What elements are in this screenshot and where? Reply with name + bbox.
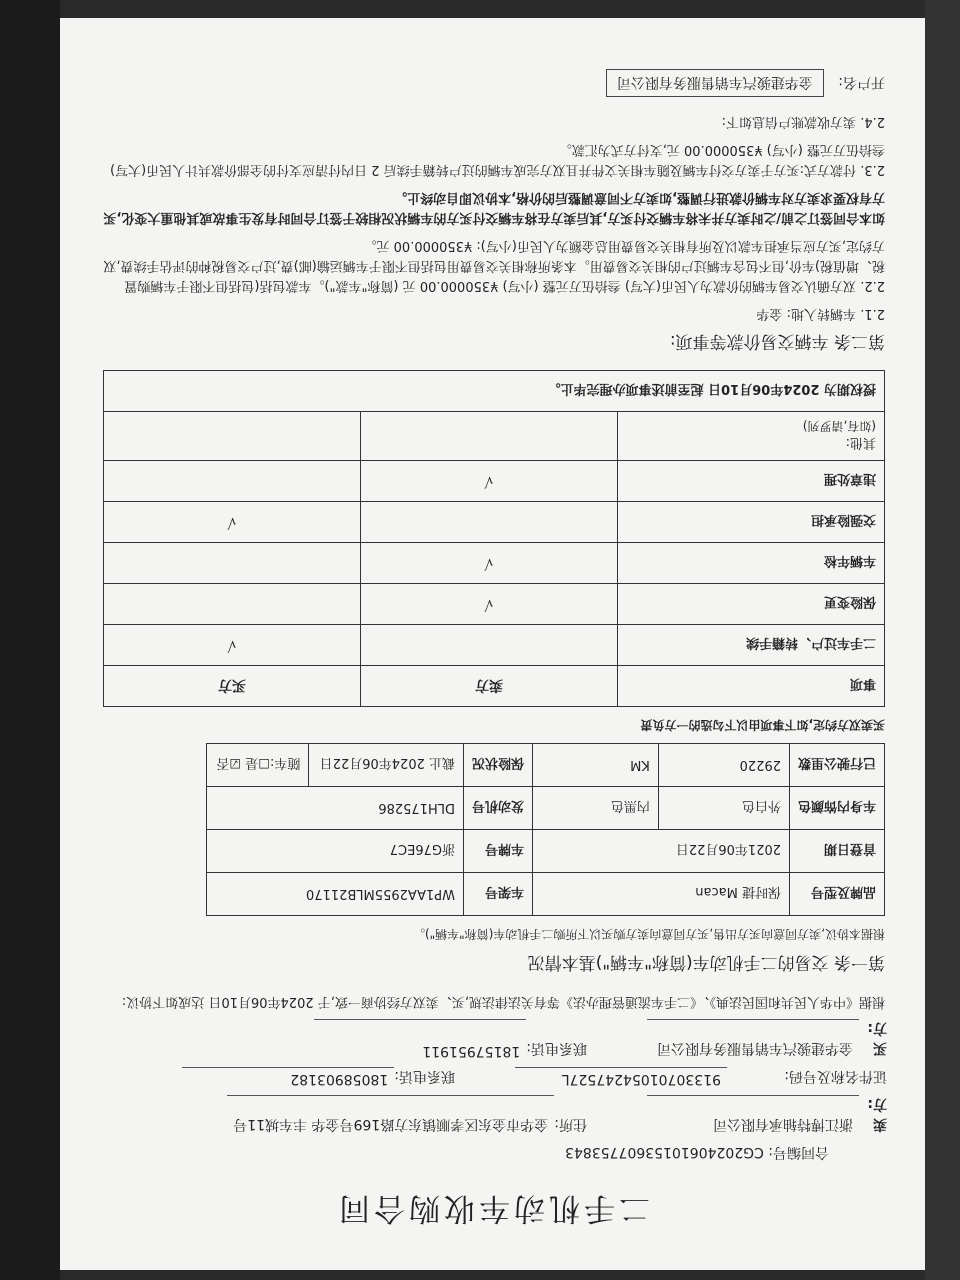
insurance-follow: 随车:☐是 ☑否 (206, 744, 308, 787)
account-name-row (60, 69, 885, 97)
buyer-addr: 金华市金东区孝顺镇东方路169号金华 丰车城11号 (227, 1095, 554, 1135)
buyer-cert-label: 证件名称及号码: (784, 1068, 887, 1084)
insurance-label: 保险状况 (463, 744, 532, 787)
section-1-title: 第一条 交易的二手机动车(简称"车辆")基本情况 (527, 952, 885, 972)
color-ext: 外白色 (658, 787, 789, 830)
clause-2-3: 2.3. 付款方式:买方于卖方交付车辆及随车相关文件并且双方完成车辆的过户转籍手续后 2 日内付清应支付的全部价款共计人民币(大写) 叁拾伍万元整 (小写) ¥350000.00 元,支付方式为汇款。 (110, 142, 885, 177)
resp-buyer-check: √ (104, 502, 361, 543)
seller-row (60, 1019, 887, 1059)
mileage-value: 29220 (658, 744, 789, 787)
resp-item: 二手车过户、转籍手续 (618, 625, 885, 666)
buyer-addr-label: 住所: (554, 1116, 587, 1132)
buyer-name: 浙江博特轴承有限公司 (647, 1095, 859, 1135)
account-name-label: 开户名: (838, 74, 885, 90)
resp-buyer-check (104, 412, 361, 461)
authorization-period: 授权期为 2024年06月10日 起至前述事项办理完毕止。 (104, 371, 885, 412)
plate-label: 车牌号 (463, 830, 532, 873)
clause-2-4: 2.4. 卖方收款账户信息如下: (721, 114, 885, 129)
buyer-phone-label: 联系电话: (394, 1068, 455, 1084)
buyer-phone: 18058903182 (182, 1067, 394, 1087)
seller-label: 买方: (867, 1020, 887, 1056)
resp-header-buyer: 买方 (104, 666, 361, 707)
section-1-intro: 根据本协议,卖方同意向买方出售,买方同意向卖方购买以下所购二手机动车(简称"车辆")。 (412, 927, 885, 941)
resp-item: 交强险承担 (618, 502, 885, 543)
resp-seller-check: √ (361, 584, 618, 625)
basis-text: 根据《中华人民共和国民法典》、《二手车流通管理办法》等有关法律法规,买、卖双方经协商一致,于 2024年06月10日 达成如下协议: (121, 994, 885, 1009)
resp-item: 其他: (845, 435, 876, 450)
clause-2-1: 2.1. 车辆转入地: 金华 (756, 306, 885, 321)
resp-item: 车辆年检 (618, 543, 885, 584)
resp-buyer-check: √ (104, 625, 361, 666)
mileage-unit: KM (532, 744, 658, 787)
account-name-value: 金华建骏汽车销售服务有限公司 (606, 69, 824, 97)
contract-paper (60, 18, 925, 1270)
engine-value: DLH175286 (206, 787, 463, 830)
seller-phone-label: 联系电话: (526, 1040, 587, 1056)
resp-item: 违章处理 (618, 461, 885, 502)
vin-label: 车架号 (463, 873, 532, 916)
seller-phone: 18157951911 (314, 1019, 526, 1059)
reg-date-value: 2021年06月22日 (532, 830, 789, 873)
buyer-cert-row (60, 1067, 887, 1087)
contract-no-value: CG20240610153607753843 (565, 1144, 764, 1160)
background-left (0, 0, 60, 1280)
table-row (104, 461, 885, 502)
color-int: 内黑色 (532, 787, 658, 830)
brand-label: 品牌及型号 (789, 873, 884, 916)
engine-label: 发动机号 (463, 787, 532, 830)
insurance-value: 截止 2024年06月22日 (309, 744, 464, 787)
color-label: 车身内饰颜色 (789, 787, 884, 830)
seller-name: 金华建骏汽车销售服务有限公司 (647, 1019, 859, 1059)
resp-seller-check: √ (361, 461, 618, 502)
reg-date-label: 首登日期 (789, 830, 884, 873)
contract-title: 二手机动车收购合同 (335, 1190, 650, 1226)
resp-seller-check (361, 625, 618, 666)
table-row (104, 625, 885, 666)
resp-header-seller: 卖方 (361, 666, 618, 707)
resp-buyer-check (104, 584, 361, 625)
table-row (104, 502, 885, 543)
resp-seller-check (361, 502, 618, 543)
clause-2-2-bold: 如本合同签订之前/之时卖方并未将车辆交付买方,其后卖方在将车辆交付买方的车辆状况相较于签订合同时有发生事故或其他重大变化,买方有权要求卖方对车辆价款进行调整,如卖方不同意调整后的价格,本协议即自动终止。 (103, 190, 885, 225)
section-2-title: 第二条 车辆交易价款等事项: (669, 331, 885, 351)
brand-value: 保时捷 Macan (532, 873, 789, 916)
plate-value: 浙G76EC7 (206, 830, 463, 873)
vehicle-info-table (206, 743, 885, 916)
responsibility-table (103, 370, 885, 707)
resp-buyer-check (104, 543, 361, 584)
table-row (104, 584, 885, 625)
buyer-cert: 91330701054247527L (515, 1067, 727, 1087)
resp-buyer-check (104, 461, 361, 502)
contract-number (60, 1143, 829, 1163)
resp-other-note: (如有,请罗列) (802, 419, 876, 433)
buyer-label: 卖方: (867, 1096, 887, 1132)
resp-other (618, 412, 885, 461)
vin-value: WP1AA2955MLB21170 (206, 873, 463, 916)
table-row (104, 543, 885, 584)
table-row (104, 412, 885, 461)
background-right (925, 0, 960, 1280)
resp-header-item: 事项 (618, 666, 885, 707)
clause-2-2: 2.2. 双方确认交易车辆的价款为人民币(大写) 叁拾伍万元整 (小写) ¥350000.00 元 (简称"车款")。车款包括(包括但不限于车辆购置税、增值税)车价,但不包含车辆过户的相关交易费用。本条所称相关交易费用包括但不限于车辆运输(邮)费,过户交易税种的评估手续费,双方约定,买方应当承担车款以及所有相关交易费用总金额为人民币(小写): ¥350000.00 元。 (103, 238, 885, 293)
mileage-label: 已行驶公里数 (789, 744, 884, 787)
contract-no-label: 合同编号: (768, 1144, 829, 1160)
resp-item: 保险变更 (618, 584, 885, 625)
resp-seller-check: √ (361, 543, 618, 584)
buyer-row (60, 1095, 887, 1135)
resp-intro: 买卖双方约定,如下事项由以下勾选的一方负责 (640, 718, 885, 732)
resp-seller-check (361, 412, 618, 461)
